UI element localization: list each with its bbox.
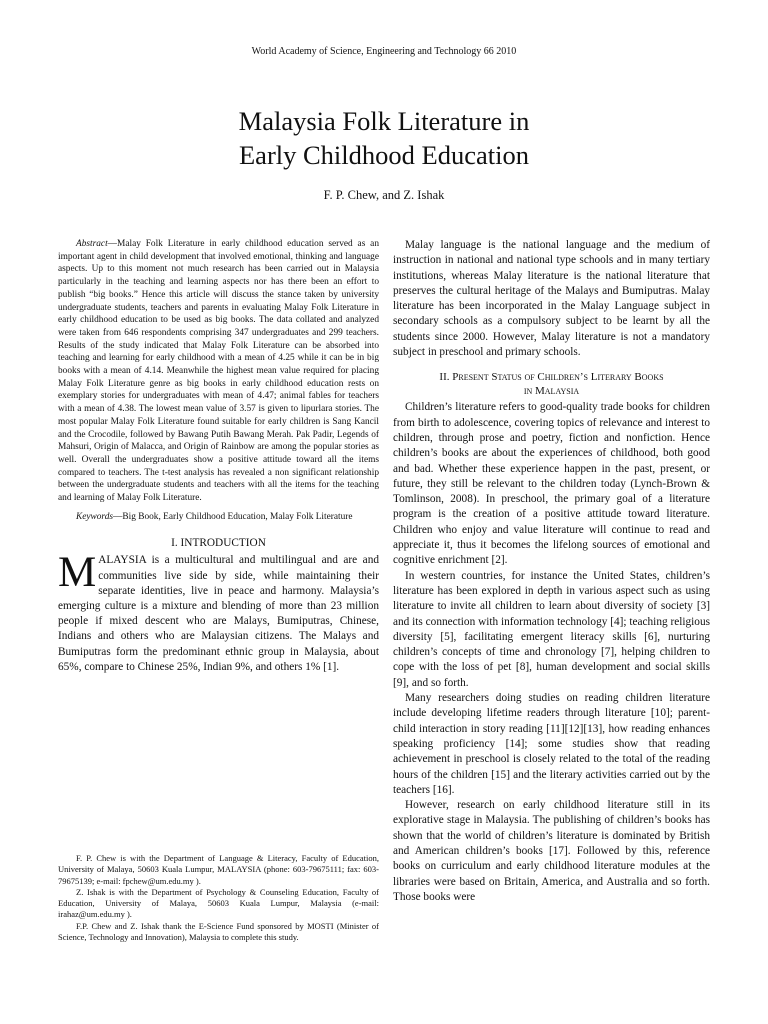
running-header: World Academy of Science, Engineering and Technology 66 2010 xyxy=(251,46,517,57)
intro-continuation-paragraph: Malay language is the national language and the medium of instruction in national and national type schools and in many tertiary institutions, whereas Malay literature is the national literature that preserves the cultural heritage of the Malays and Bumiputras. Malay literature has been incorporated in the Malay Language subject in secondary schools as a compulsory subject to be learnt by all the students since 2000. However, Malay literature is not a mandatory subject in preschool and primary schools. xyxy=(393,239,710,359)
abstract-dash: — xyxy=(107,239,118,249)
body-paragraph: Many researchers doing studies on reading children literature include developing lifetime readers through literature [10]; parent-child interaction in story reading [11][12][13], how reading enhances speaking proficiency [14]; some studies show that reading achievement in preschool is closely related to the total of the reading hours of the children [15] and the literary activities carried out by the teachers [16]. xyxy=(393,692,710,796)
keywords xyxy=(58,511,379,524)
keywords-text: Big Book, Early Childhood Education, Malay Folk Literature xyxy=(122,511,353,522)
footnote-author-2: Z. Ishak is with the Department of Psychology & Counseling Education, Faculty of Education, University of Malaya, 50603 Kuala Lumpur, Malaysia (e-mail: irahaz@um.edu.my ). xyxy=(58,886,379,920)
section-heading-present-status xyxy=(393,370,710,398)
right-column xyxy=(393,238,710,905)
footnote-acknowledgement: F.P. Chew and Z. Ishak thank the E-Science Fund sponsored by MOSTI (Minister of Science, Technology and Innovation), Malaysia to complete this study. xyxy=(58,920,379,943)
body-paragraph: However, research on early childhood literature still in its explorative stage in Malaysia. The publishing of children’s books has shown that the world of children’s literature is dominated by British and American children’s books [17]. Followed by this, reference books on curriculum and early childhood literature modules at the libraries were based on Britain, America, and Australia and so forth. Those books were xyxy=(393,799,710,903)
author-list: F. P. Chew, and Z. Ishak xyxy=(323,188,445,202)
keywords-label: Keywords xyxy=(76,511,114,522)
abstract-text: Malay Folk Literature in early childhood education served as an important agent in child development that involved emotional, thinking and language aspects. Up to this moment not much research has been carried out in Malaysia particularly in the teaching and learning aspects nor has there been an effort to publish “big books.” Hence this article will discuss the stance taken by university undergraduate students, teachers and parents in evaluating Malay Folk Literature in early childhood education to be used as big books. The data collated and analyzed were taken from 646 respondents comprising 347 undergraduates and 299 teachers. Results of the study indicated that Malay Folk Literature can be absorbed into teaching and learning for early childhood with a mean of 4.25 while it can be in big books with a mean of 4.14. Meanwhile the highest mean value required for placing Malay Folk Literature genre as big books in early childhood education rests on exemplary stories for undergraduates with mean of 4.47; animal fables for teachers with a mean of 4.38. The lowest mean value of 3.57 is given to lipurlara stories. The most popular Malay Folk Literature found suitable for early children is Sang Kancil and the Crocodile, followed by Bawang Putih Bawang Merah. Pak Padir, Legends of Mahsuri, Origin of Malacca, and Origin of Rainbow are among the popular stories as well. Overall the undergraduates show a positive attitude toward all the items compared to teachers. The t-test analysis has revealed a non significant relationship between the undergraduate students and teachers with all the items for the teaching and learning of Malay Folk Literature. xyxy=(58,239,379,504)
section-heading-introduction: I. INTRODUCTION xyxy=(171,537,266,550)
title-line-2: Early Childhood Education xyxy=(239,140,529,170)
section2-heading-line-2: in Malaysia xyxy=(523,385,580,398)
abstract-label: Abstract xyxy=(76,239,108,249)
footnote-author-1: F. P. Chew is with the Department of Language & Literacy, Faculty of Education, University of Malaya, 50603 Kuala Lumpur, MALAYSIA (phone: 603-79675111; fax: 603-79675139; e-mail: fpchew@um.edu.my ). xyxy=(58,853,379,886)
section2-heading-line-1: II. Present Status of Children’s Literary Books xyxy=(439,371,664,384)
keywords-dash: — xyxy=(113,511,123,522)
introduction-text: ALAYSIA is a multicultural and multilingual and are and communities live side by side, while maintaining their separate identities, live in peace and harmony. Malaysia’s emerging culture is a mixture and blending of more than 23 million people if mixed descent who are Malays, Bumiputras, Chinese, Indians and others who are Malaysian citizens. The Malays and Bumiputras form the predominant ethnic group in Malaysia, about 65%, compare to Chinese 25%, Indian 9%, and others 1% [1]. xyxy=(58,554,379,673)
drop-cap: M xyxy=(58,549,97,597)
footnotes xyxy=(58,853,379,943)
introduction-paragraph xyxy=(58,549,379,675)
body-paragraph: Children’s literature refers to good-quality trade books for children from birth to adolescence, covering topics of relevance and interest to children, through prose and poetry, fiction and nonfiction. Hence children’s books are about the experiences of childhood, both good and bad. Whether these experience happen in the past, present, or future, they still be relevant to the children today (Lynch-Brown & Tomlinson, 2008). In preschool, the primary goal of a literature program is the creation of a positive attitude toward literature. Children who enjoy and value literature will continue to read and appreciate it, thus it becomes the lifelong sources of emotional and cognitive enrichment [2]. xyxy=(393,401,710,567)
body-paragraph: In western countries, for instance the United States, children’s literature has been explored in depth in various aspect such as using literature to invite all children to learn about diversity of society [3] and its connection with information technology [4]; teaching religious diversity [5], facilitating emergent literacy skills [6], nurturing children’s concepts of time and chronology [7], helping children to cope with the loss of pet [8], human development and social skills [9], and so forth. xyxy=(393,569,710,689)
abstract xyxy=(58,238,379,505)
left-column xyxy=(58,238,379,675)
title-line-1: Malaysia Folk Literature in xyxy=(238,106,530,136)
paper-title xyxy=(0,104,768,172)
